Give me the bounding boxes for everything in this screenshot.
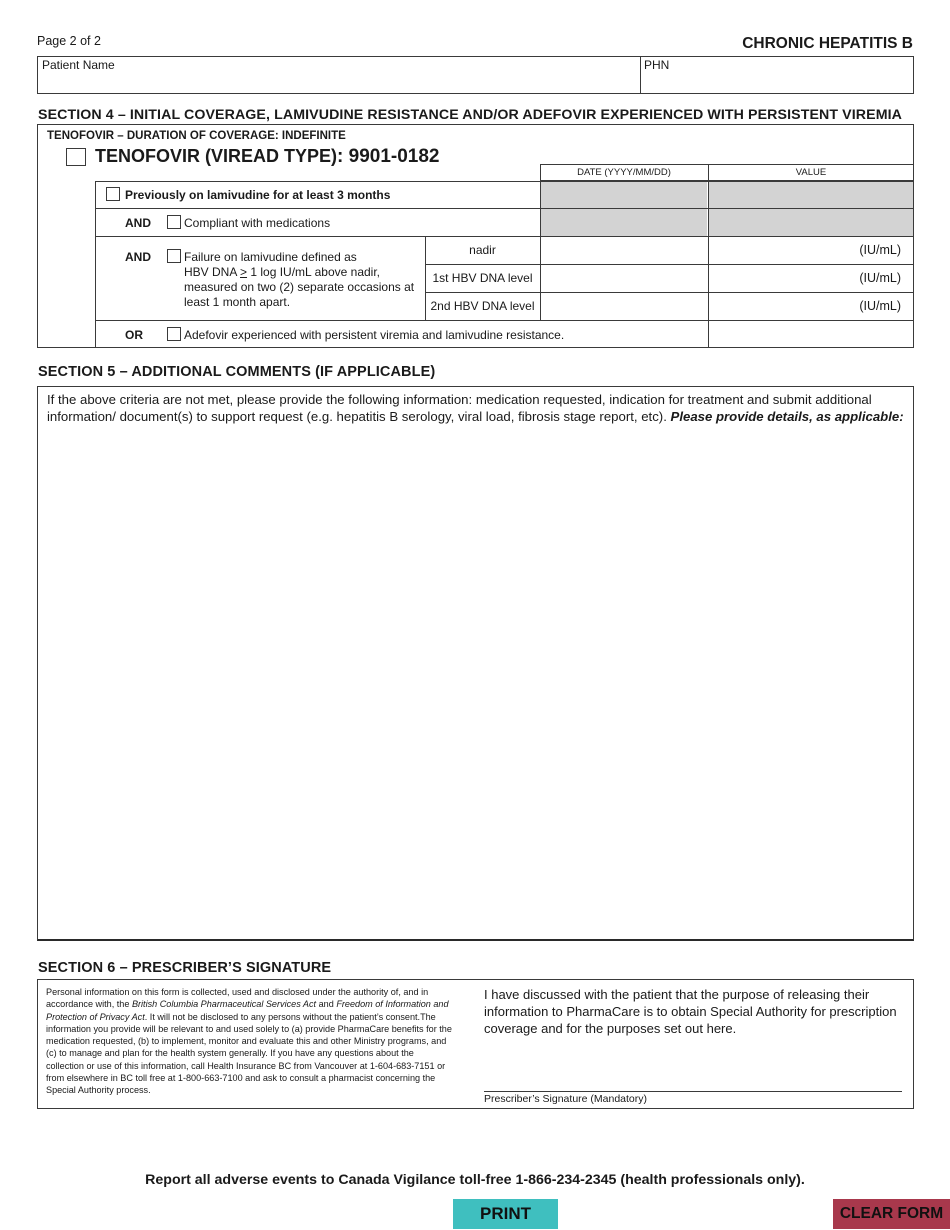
shaded-cell: [709, 182, 913, 208]
row-label-nadir: nadir: [469, 243, 496, 257]
patient-name-label: Patient Name: [42, 58, 115, 72]
criteria-compliant-checkbox[interactable]: [167, 215, 181, 229]
shaded-cell: [541, 182, 707, 208]
col-value-header: VALUE: [795, 167, 827, 178]
privacy-notice: Personal information on this form is collected, used and disclosed under the authority of, and in accordance with, the British Columbia Pharmaceutical Services Act and Freedom of Information and Protection of Privacy Act. It will not be disclosed to any persons without the patient’s consent.The information you provide will be relevant to and used solely to (a) provide PharmaCare benefits for the medication requested, (b) to implement, monitor and evaluate this and other Ministry programs, and (c) to manage and plan for the health system generally. If you have any questions about the collection or use of this information, call Health Insurance BC from Vancouver at 1-604-683-7151 or from elsewhere in BC toll free at 1-800-663-7100 and ask to consult a pharmacist concerning the Special Authority process.: [46, 987, 452, 1096]
patient-name-field[interactable]: [38, 57, 639, 93]
section4-title: SECTION 4 – INITIAL COVERAGE, LAMIVUDINE RESISTANCE AND/OR ADEFOVIR EXPERIENCED WITH PERSISTENT VIREMIA: [38, 107, 902, 123]
and-connector: AND: [125, 216, 151, 230]
phn-field[interactable]: [641, 57, 913, 93]
tenofovir-checkbox[interactable]: [66, 148, 86, 166]
criteria-failure-label: Failure on lamivudine defined as HBV DNA > 1 log IU/mL above nadir, measured on two (2) separate occasions at least 1 month apart.: [184, 250, 415, 309]
criteria-adefovir-label: Adefovir experienced with persistent viremia and lamivudine resistance.: [184, 328, 565, 342]
hbv2-value-input[interactable]: (IU/mL): [859, 299, 901, 313]
coverage-duration-label: TENOFOVIR – DURATION OF COVERAGE: INDEFINITE: [47, 130, 346, 142]
clear-form-button[interactable]: CLEAR FORM: [833, 1199, 950, 1229]
signature-label: Prescriber’s Signature (Mandatory): [484, 1093, 648, 1105]
adverse-events-notice: Report all adverse events to Canada Vigilance toll-free 1-866-234-2345 (health professionals only).: [145, 1172, 805, 1188]
shaded-cell: [709, 209, 913, 236]
criteria-compliant-label: Compliant with medications: [184, 216, 331, 230]
and-connector: AND: [125, 250, 151, 264]
criteria-failure-checkbox[interactable]: [167, 249, 181, 263]
section5-title: SECTION 5 – ADDITIONAL COMMENTS (IF APPLICABLE): [38, 364, 436, 380]
nadir-date-input[interactable]: [541, 237, 707, 264]
hbv1-date-input[interactable]: [541, 265, 707, 292]
drug-code: : 9901-0182: [337, 146, 440, 167]
drug-name: TENOFOVIR (VIREAD TYPE): [95, 146, 338, 166]
shaded-cell: [541, 209, 707, 236]
criteria-lamivudine-checkbox[interactable]: [106, 187, 120, 201]
hbv2-date-input[interactable]: [541, 293, 707, 320]
section6-title: SECTION 6 – PRESCRIBER’S SIGNATURE: [38, 960, 332, 976]
signature-input[interactable]: [484, 1059, 902, 1090]
phn-label: PHN: [644, 58, 670, 72]
signature-line: [484, 1091, 902, 1092]
page-indicator: Page 2 of 2: [37, 34, 101, 48]
row-label-2nd-hbv: 2nd HBV DNA level: [430, 299, 535, 313]
comments-instructions: If the above criteria are not met, please provide the following information: medication requested, indication for treatment and submit additional information/ document(s) to support request (e.g. hepatitis B serology, viral load, fibrosis stage report, etc). Please provide details, as applicable:: [47, 392, 904, 424]
col-date-header: DATE (YYYY/MM/DD): [577, 167, 671, 178]
form-title: CHRONIC HEPATITIS B: [742, 35, 913, 52]
attestation-text: I have discussed with the patient that the purpose of releasing their information to PharmaCare is to obtain Special Authority for prescription coverage and for the purposes set out here.: [484, 987, 897, 1036]
nadir-value-input[interactable]: (IU/mL): [859, 243, 901, 257]
criteria-adefovir-checkbox[interactable]: [167, 327, 181, 341]
row-label-1st-hbv: 1st HBV DNA level: [432, 271, 533, 285]
hbv1-value-input[interactable]: (IU/mL): [859, 271, 901, 285]
drug-name-line: [95, 146, 439, 168]
criteria-lamivudine-label: Previously on lamivudine for at least 3 months: [125, 188, 391, 202]
comments-textarea[interactable]: [47, 430, 907, 930]
print-button[interactable]: PRINT: [453, 1199, 558, 1229]
or-connector: OR: [125, 328, 143, 342]
